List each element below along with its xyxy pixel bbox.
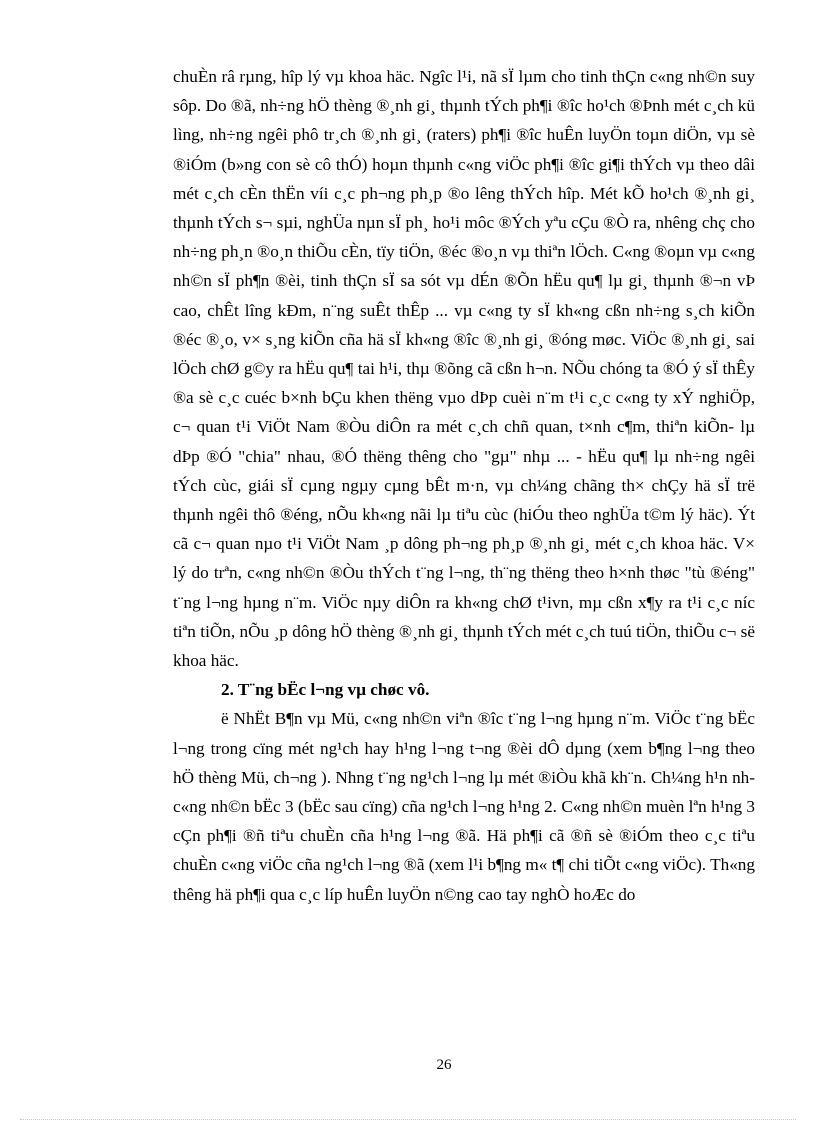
page-number: 26 [436, 1057, 452, 1073]
section-paragraph: ë NhËt B¶n vµ Mü, c«ng nh©n viªn ®îc t¨ng l¬ng hµng n¨m. ViÖc t¨ng bËc l¬ng trong cïng mét ng¹ch hay h¹ng l¬ng t¬ng ®èi dÔ dµng (xem b¶ng l¬ng theo hÖ thèng Mü, ch¬ng ). Nhng t¨ng ng¹ch l¬ng lµ mét ®iÒu khã kh¨n. Ch¼ng h¹n nh c«ng nh©n bËc 3 (bËc sau cïng) cña ng¹ch l¬ng h¹ng 2. C«ng nh©n muèn lªn h¹ng 3 cÇn ph¶i ®ñ tiªu chuÈn cña h¹ng l¬ng ®ã. Hä ph¶i cã ®ñ sè ®iÓm theo c¸c tiªu chuÈn c«ng viÖc cña ng¹ch l¬ng ®ã (xem l¹i b¶ng m« t¶ chi tiÕt c«ng viÖc). Th«ng thêng hä ph¶i qua c¸c líp huÊn luyÖn n©ng cao tay nghÒ hoÆc do [173, 709, 755, 904]
section-heading: 2. T¨ng bËc l¬ng vµ chøc vô. [221, 680, 430, 700]
document-body [173, 62, 755, 909]
page-bottom-divider [20, 1119, 796, 1120]
body-paragraph: chuÈn râ rµng, hîp lý vµ khoa häc. Ngîc l¹i, nã sÏ lµm cho tinh thÇn c«ng nh©n suy sôp. Do ®ã, nh÷ng hÖ thèng ®¸nh gi¸ thµnh tÝch ph¶i ®îc ho¹ch ®Þnh mét c¸ch kü lìng, nh÷ng ngêi phô tr¸ch ®¸nh gi¸ (raters) ph¶i ®îc huÊn luyÖn toµn diÖn, vµ sè ®iÓm (b»ng con sè cô thÓ) hoµn thµnh c«ng viÖc ph¶i ®îc gi¶i thÝch vµ theo dâi mét c¸ch cÈn thËn víi c¸c ph¬ng ph¸p ®o lêng thÝch hîp. Mét kÕ ho¹ch ®¸nh gi¸ thµnh tÝch s¬ sµi, nghÜa nµn sÏ ph¸ ho¹i môc ®Ých yªu cÇu ®Ò ra, nhêng chç cho nh÷ng ph¸n ®o¸n thiÕu cÈn, tïy tiÖn, ®éc ®o¸n vµ thiªn lÖch. C«ng ®oµn vµ c«ng nh©n sÏ ph¶n ®èi, tinh thÇn sÏ sa sót vµ dÉn ®Õn hËu qu¶ lµ gi¸ thµnh ®¬n vÞ cao, chÊt lîng kÐm, n¨ng suÊt thÊp ... vµ c«ng ty sÏ kh«ng cßn nh÷ng s¸ch kiÕn ®éc ®¸o, v× s¸ng kiÕn cña hä sÏ kh«ng ®îc ®¸nh gi¸ ®óng møc. ViÖc ®¸nh gi¸ sai lÖch chØ g©y ra hËu qu¶ tai h¹i, thµ ®õng cã cßn h¬n. NÕu chóng ta ®Ó ý sÏ thÊy ®a sè c¸c cuéc b×nh bÇu khen thëng vµo dÞp cuèi n¨m t¹i c¸c c«ng ty xÝ nghiÖp, c¬ quan t¹i ViÖt Nam ®Òu diÔn ra mét c¸ch chñ quan, t×nh c¶m, thiªn kiÕn- lµ dÞp ®Ó "chia" nhau, ®Ó thëng thêng cho "gµ" nhµ ... - hËu qu¶ lµ nh÷ng ngêi tÝch cùc, giái sÏ cµng ngµy cµng bÊt m·n, vµ ch¼ng chãng th× chÇy hä sÏ trë thµnh ngêi thô ®éng, nÕu kh«ng nãi lµ tiªu cùc (hiÓu theo nghÜa t©m lý häc). Ýt cã c¬ quan nµo t¹i ViÖt Nam ¸p dông ph¬ng ph¸p ®¸nh gi¸ mét c¸ch khoa häc. V× lý do trªn, c«ng nh©n ®Òu thÝch t¨ng l¬ng, th¨ng thëng theo h×nh thøc "tù ®éng" t¨ng l¬ng hµng n¨m. ViÖc nµy diÔn ra kh«ng chØ t¹ivn, mµ cßn x¶y ra t¹i c¸c níc tiªn tiÕn, nÕu ¸p dông hÖ thèng ®¸nh gi¸ thµnh tÝch mét c¸ch tuú tiÖn, thiÕu c¬ së khoa häc. [173, 67, 755, 671]
